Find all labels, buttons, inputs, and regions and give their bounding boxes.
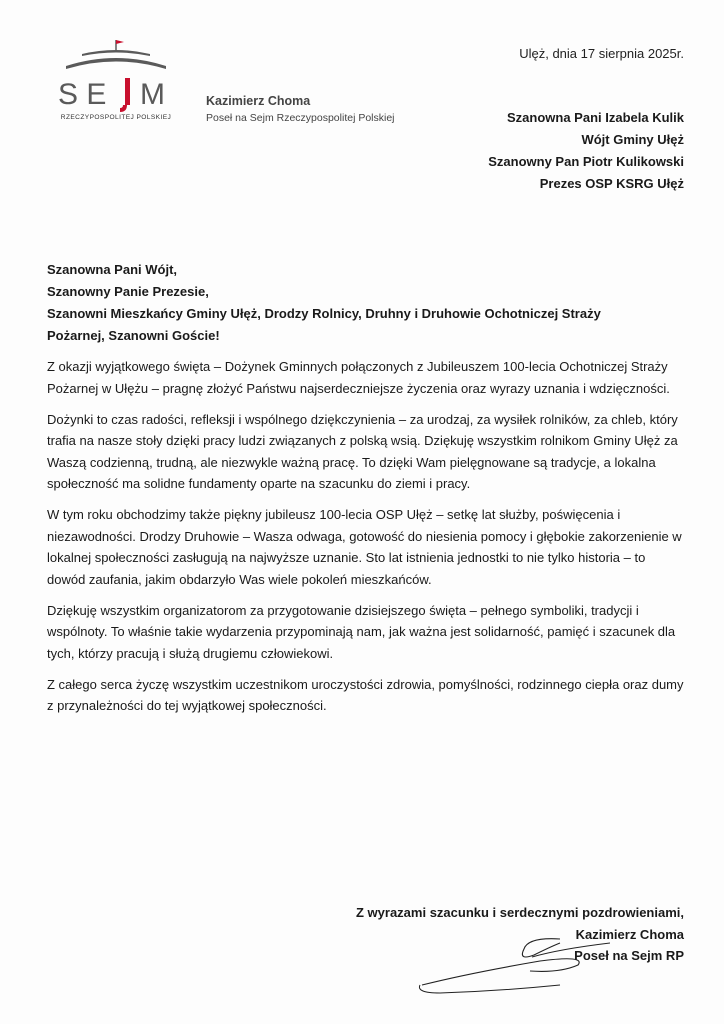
- closing-greeting: Z wyrazami szacunku i serdecznymi pozdrowieniami,: [356, 905, 684, 920]
- logo-red-j: [125, 78, 130, 105]
- body-paragraph: Z całego serca życzę wszystkim uczestnikom uroczystości zdrowia, pomyślności, rodzinnego ciepła oraz dumy z przynależności do tej wyjątkowej społeczności.: [47, 676, 684, 713]
- recipients-block: [488, 107, 684, 195]
- sender-block: [206, 94, 395, 124]
- sejm-logo: [52, 38, 180, 130]
- sender-title: Poseł na Sejm Rzeczypospolitej Polskiej: [206, 112, 395, 124]
- salutation-line: Szanowna Pani Wójt,: [47, 262, 178, 277]
- salutation-line: Szanowni Mieszkańcy Gminy Ułęż, Drodzy Rolnicy, Druhny i Druhowie Ochotniczej Straży: [47, 306, 601, 321]
- closing-name: Kazimierz Choma: [575, 926, 684, 942]
- body-paragraph: Z okazji wyjątkowego święta – Dożynek Gminnych połączonych z Jubileuszem 100-lecia Ochotniczej Straży Pożarnej w Ułężu – pragnę złożyć Państwu najserdeczniejsze życzenia oraz wyrazy uznania i wdzięczności.: [47, 359, 670, 396]
- letter-date: Ulęż, dnia 17 sierpnia 2025r.: [519, 46, 684, 61]
- logo-letter-right: M: [140, 78, 165, 111]
- recipient-line: Szanowny Pan Piotr Kulikowski: [488, 154, 684, 169]
- logo-subtitle: RZECZYPOSPOLITEJ POLSKIEJ: [60, 114, 172, 121]
- recipient-line: Szanowna Pani Izabela Kulik: [507, 110, 684, 125]
- recipient-line: Wójt Gminy Ułęż: [581, 132, 684, 147]
- salutation-block: [47, 259, 687, 347]
- logo-letters-left: S E: [58, 78, 107, 111]
- sender-name: Kazimierz Choma: [206, 94, 311, 108]
- body-paragraph: W tym roku obchodzimy także piękny jubileusz 100-lecia OSP Ułęż – setkę lat służby, poświęcenia i niezawodności. Drodzy Druhowie – Wasza odwaga, gotowość do niesienia pomocy i głębokie zakorzenienie w lokalnej społeczności zasługują na najwyższe uznanie. Sto lat istnienia jednostki to nie tylko historia – to dowód zaufania, jakim obdarzyło Was wiele pokoleń mieszkańców.: [47, 507, 682, 587]
- salutation-line: Szanowny Panie Prezesie,: [47, 284, 209, 299]
- body-paragraph: Dziękuję wszystkim organizatorom za przygotowanie dzisiejszego święta – pełnego symboliki, tradycji i wspólnoty. To właśnie takie wydarzenia przypominają nam, jak ważna jest solidarność, pamięć i szacunek dla tych, którzy pracują i służą drugiemu człowiekowi.: [47, 602, 676, 661]
- letter-body: [47, 356, 687, 726]
- recipient-line: Prezes OSP KSRG Ułęż: [539, 176, 684, 191]
- closing-title: Poseł na Sejm RP: [574, 948, 684, 963]
- body-paragraph: Dożynki to czas radości, refleksji i wspólnego dziękczynienia – za urodzaj, za wysiłek rolników, za chleb, który trafia na nasze stoły dzięki pracy ludzi związanych z polską wsią. Dziękuję wszystkim rolnikom Gminy Ułęż za Waszą codzienną, trudną, ale niezwykle ważną pracę. To dzięki Wam pielęgnowane są tradycje, a lokalna społeczność ma solidne fundamenty oparte na szacunku do ziemi i pracy.: [47, 411, 678, 491]
- sejm-building-icon: [52, 38, 180, 114]
- salutation-line: Pożarnej, Szanowni Goście!: [47, 328, 220, 343]
- handwritten-signature: [410, 935, 610, 1005]
